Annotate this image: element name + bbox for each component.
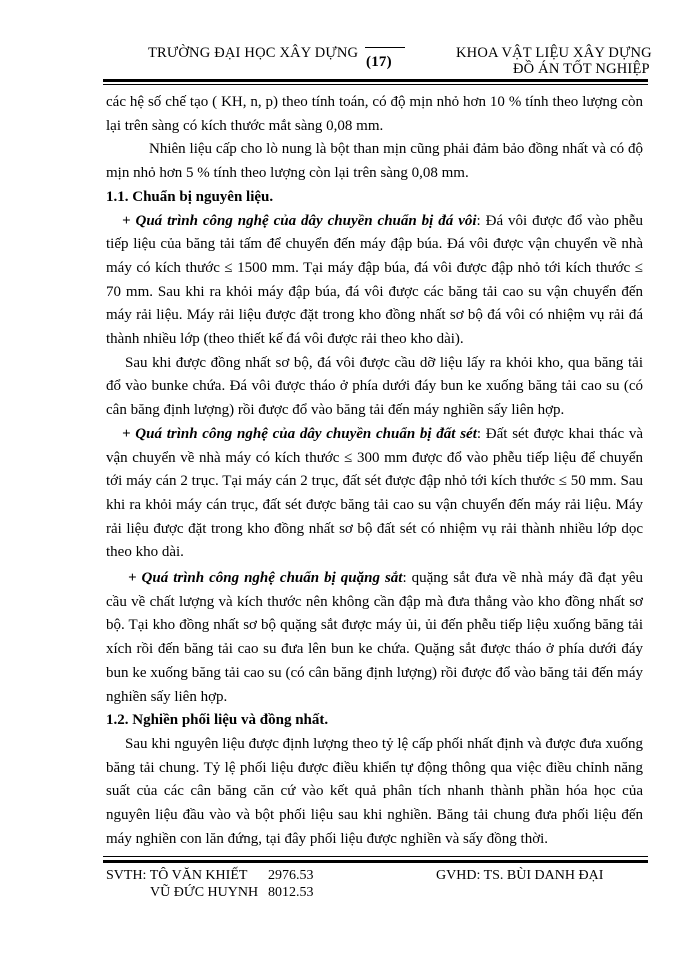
footer-student-2: VŨ ĐỨC HUYNH — [150, 885, 259, 900]
footer-rule-thick — [103, 860, 648, 863]
header-project-title: ĐỒ ÁN TỐT NGHIỆP — [513, 61, 650, 77]
paragraph-7: Sau khi nguyên liệu được định lượng theo tỷ lệ cấp phối nhất định và được đưa xuống băng tải chung. Tỷ lệ phối liệu được điều khiển tự động thông qua việc điều chỉnh năng suất của các cân băng căn cứ vào kết quả phân tích nhanh thành phần hóa học của nguyên liệu đầu vào và bột phối liệu sau khi nghiền. Băng tải chung đưa phối liệu đến máy nghiền con lăn đứng, tại đây phối liệu được nghiền và sấy đồng thời. — [106, 735, 643, 847]
iron-ore-text: : quặng sắt đưa về nhà máy đã đạt yêu cầu về chất lượng và kích thước nên không cần đập mà đưa thẳng vào kho đồng nhất sơ bộ. Tại kho đồng nhất sơ bộ quặng sắt được máy ủi, ủi đến phễu tiếp liệu xuống băng tải xích rồi đến băng tải cao su đưa lên bun ke chứa. Quặng sắt được tháo ở phía dưới đáy bun ke xuống băng tải cao su (có cân băng định lượng) rồi được đổ vào băng tải đến máy nghiền sấy liên hợp. — [106, 570, 643, 705]
page-number-tick — [365, 47, 405, 48]
footer-student-1: SVTH: TÔ VĂN KHIẾT — [106, 868, 248, 883]
paragraph-4: Sau khi được đồng nhất sơ bộ, đá vôi được cầu dỡ liệu lấy ra khỏi kho, qua băng tải đổ vào bunke chứa. Đá vôi được tháo ở phía dưới đáy bun ke xuống băng tải cao su (có cân băng định lượng) rồi được đổ vào băng tải đến máy nghiền sấy liên hợp. — [106, 354, 643, 419]
footer-student-id-1: 2976.53 — [268, 868, 314, 883]
paragraph-limestone — [106, 210, 643, 352]
paragraph-2: Nhiên liệu cấp cho lò nung là bột than mịn cũng phải đảm bảo đồng nhất và có độ mịn nhỏ hơn 5 % tính theo lượng còn lại trên sàng 0,08 mm. — [106, 141, 643, 182]
paragraph-clay — [106, 423, 643, 565]
iron-ore-lead: + Quá trình công nghệ chuẩn bị quặng sắt — [128, 570, 403, 587]
footer-rule-thin — [103, 856, 648, 857]
clay-text: : Đất sét được khai thác và vận chuyển về nhà máy có kích thước ≤ 300 mm được đổ vào phễu tiếp liệu để chuyển tới máy cán 2 trục. Tại máy cán 2 trục, đất sét được đập nhỏ tới kích thước ≤ 50 mm. Sau khi ra khỏi máy cán trục, đất sét được băng tải cao su vận chuyển đến máy rải liệu. Máy rải liệu được đặt trong kho đồng nhất sơ bộ đất sét có nhiệm vụ rải thành nhiều lớp dọc theo kho dài. — [106, 425, 643, 561]
header-school-name: TRƯỜNG ĐẠI HỌC XÂY DỰNG — [148, 45, 359, 61]
footer-student-id-2: 8012.53 — [268, 885, 314, 900]
footer-supervisor: GVHD: TS. BÙI DANH ĐẠI — [436, 868, 604, 883]
document-body — [106, 91, 643, 852]
section-heading-1-1: 1.1. Chuẩn bị nguyên liệu. — [106, 188, 274, 205]
header-rule-thin — [103, 84, 648, 85]
header-faculty-name: KHOA VẬT LIỆU XÂY DỰNG — [456, 45, 652, 61]
section-heading-1-2: 1.2. Nghiền phối liệu và đồng nhất. — [106, 712, 329, 729]
limestone-lead: + Quá trình công nghệ của dây chuyền chuẩn bị đá vôi — [122, 212, 477, 229]
page-number: (17) — [366, 54, 392, 70]
paragraph-1: các hệ số chế tạo ( KH, n, p) theo tính toán, có độ mịn nhỏ hơn 10 % tính theo lượng còn lại trên sàng có kích thước mắt sàng 0,08 mm. — [106, 94, 643, 134]
header-rule-thick — [103, 79, 648, 82]
clay-lead: + Quá trình công nghệ của dây chuyền chuẩn bị đất sét — [122, 425, 477, 442]
limestone-text: : Đá vôi được đổ vào phễu tiếp liệu của băng tải tấm để chuyển đến máy đập búa. Đá vôi được vận chuyển về nhà máy có kích thước ≤ 1500 mm. Tại máy đập búa, đá vôi được đập nhỏ tới kích thước ≤ 70 mm. Sau khi ra khỏi máy đập búa, đá vôi được các băng tải cao su vận chuyển đến máy rải liệu. Máy rải liệu được đặt trong kho đồng nhất sơ bộ đá vôi có nhiệm vụ rải đá thành nhiều lớp (theo thiết kế đá vôi được rải theo kho dài). — [106, 212, 643, 348]
paragraph-iron-ore — [106, 567, 643, 709]
